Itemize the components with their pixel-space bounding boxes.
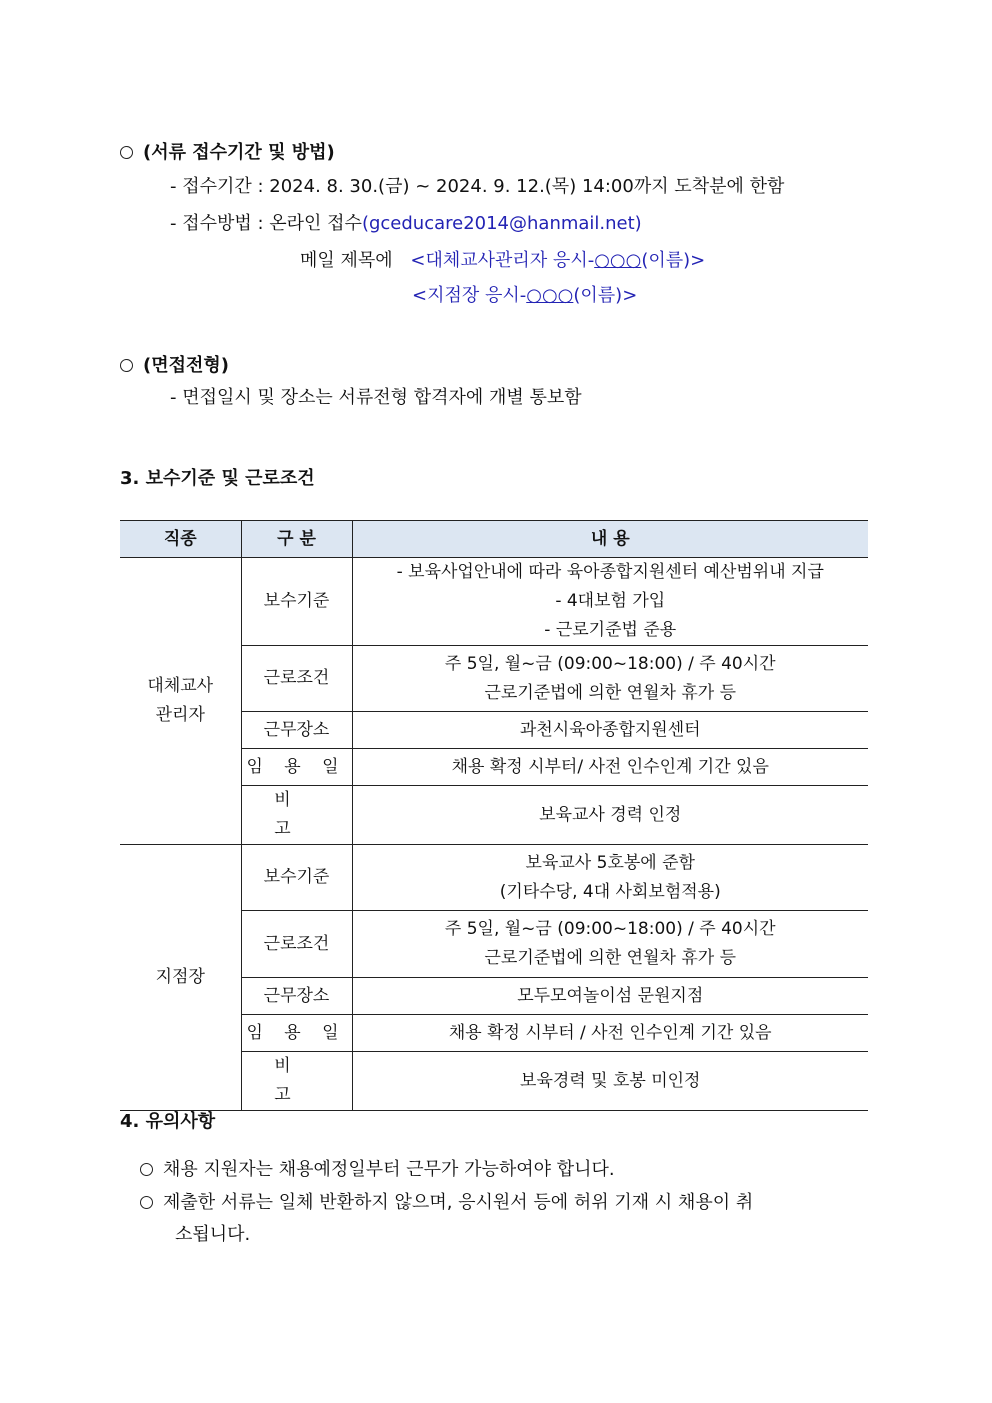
job-cell-substitute-manager: 대체교사 관리자 bbox=[120, 558, 241, 845]
header-content: 내 용 bbox=[352, 521, 868, 558]
table-row bbox=[120, 558, 868, 646]
row-label: 근무장소 bbox=[241, 978, 352, 1015]
circle-bullet-icon bbox=[120, 359, 133, 372]
job-cell-branch-manager: 지점장 bbox=[120, 845, 241, 1111]
period-line bbox=[170, 175, 784, 199]
note-2: 제출한 서류는 일체 반환하지 않으며, 응시원서 등에 허위 기재 시 채용이 취 bbox=[140, 1191, 753, 1215]
row-content: 주 5일, 월~금 (09:00~18:00) / 주 40시간 근로기준법에 의한 연월차 휴가 등 bbox=[352, 646, 868, 712]
row-label: 보수기준 bbox=[241, 558, 352, 646]
row-content: 주 5일, 월~금 (09:00~18:00) / 주 40시간 근로기준법에 의한 연월차 휴가 등 bbox=[352, 911, 868, 978]
circle-bullet-icon bbox=[140, 1196, 153, 1209]
row-label: 근로조건 bbox=[241, 646, 352, 712]
docs-heading bbox=[120, 141, 335, 165]
row-content: 모두모여놀이섬 문원지점 bbox=[352, 978, 868, 1015]
row-label: 비 고 bbox=[241, 786, 352, 845]
row-content: 보육교사 5호봉에 준함 (기타수당, 4대 사회보험적용) bbox=[352, 845, 868, 911]
conditions-table bbox=[120, 520, 868, 1111]
row-label: 보수기준 bbox=[241, 845, 352, 911]
row-label: 임 용 일 bbox=[241, 749, 352, 786]
note-1: 채용 지원자는 채용예정일부터 근무가 가능하여야 합니다. bbox=[140, 1158, 615, 1182]
note-2-continued: 소됩니다. bbox=[175, 1224, 251, 1245]
interview-text: - 면접일시 및 장소는 서류전형 합격자에 개별 통보함 bbox=[170, 387, 582, 408]
subject-line-1 bbox=[300, 249, 705, 273]
row-label: 근무장소 bbox=[241, 712, 352, 749]
subject-1: <대체교사관리자 응시-○○○(이름)> bbox=[410, 250, 706, 271]
method-label: - 접수방법 : 온라인 접수 bbox=[170, 213, 362, 234]
subject-label: 메일 제목에 bbox=[300, 250, 393, 271]
header-job: 직종 bbox=[120, 521, 241, 558]
header-category: 구 분 bbox=[241, 521, 352, 558]
section4-heading: 4. 유의사항 bbox=[120, 1111, 216, 1132]
row-content: 채용 확정 시부터/ 사전 인수인계 기간 있음 bbox=[352, 749, 868, 786]
period-label: - 접수기간 : bbox=[170, 176, 270, 197]
period-value: 2024. 8. 30.(금) ~ 2024. 9. 12.(목) 14:00까지 도착분에 한함 bbox=[269, 176, 785, 197]
row-label: 근로조건 bbox=[241, 911, 352, 978]
table-header-row bbox=[120, 521, 868, 558]
interview-heading-text: (면접전형) bbox=[143, 355, 230, 376]
method-line bbox=[170, 212, 642, 236]
row-label: 비 고 bbox=[241, 1052, 352, 1111]
row-content: 보육교사 경력 인정 bbox=[352, 786, 868, 845]
docs-heading-text: (서류 접수기간 및 방법) bbox=[143, 142, 335, 163]
subject-2: <지점장 응시-○○○(이름)> bbox=[412, 285, 638, 306]
row-content: 과천시육아종합지원센터 bbox=[352, 712, 868, 749]
interview-heading bbox=[120, 354, 229, 378]
circle-bullet-icon bbox=[120, 146, 133, 159]
circle-bullet-icon bbox=[140, 1163, 153, 1176]
row-content: - 보육사업안내에 따라 육아종합지원센터 예산범위내 지급 - 4대보험 가입 - 근로기준법 준용 bbox=[352, 558, 868, 646]
row-label: 임 용 일 bbox=[241, 1015, 352, 1052]
method-email-link[interactable]: (gceducare2014@hanmail.net) bbox=[361, 213, 642, 234]
table-row bbox=[120, 845, 868, 911]
section3-heading: 3. 보수기준 및 근로조건 bbox=[120, 468, 315, 489]
row-content: 보육경력 및 호봉 미인정 bbox=[352, 1052, 868, 1111]
row-content: 채용 확정 시부터 / 사전 인수인계 기간 있음 bbox=[352, 1015, 868, 1052]
